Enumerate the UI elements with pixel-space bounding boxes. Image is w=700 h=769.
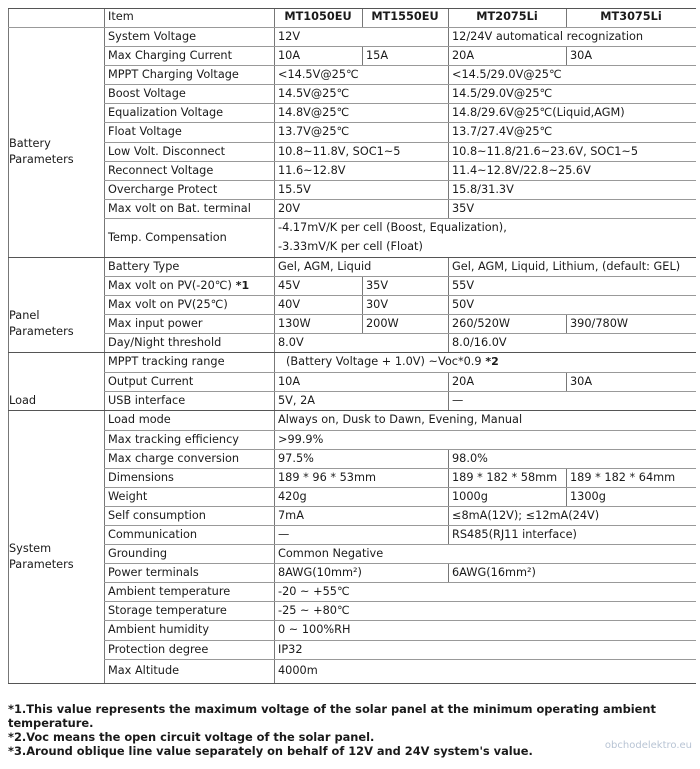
row-line (104, 659, 696, 660)
cell-divider (362, 276, 363, 295)
row-line (104, 525, 696, 526)
cell-divider (448, 295, 449, 314)
footnote-2: *2.Voc means the open circuit voltage of the solar panel. (8, 730, 375, 744)
cell-divider (448, 525, 449, 544)
footnote-marker: *1 (231, 278, 250, 292)
row-line (104, 487, 696, 488)
row-value: <14.5/29.0V@25℃ (452, 67, 562, 81)
row-line (104, 161, 696, 162)
row-value: 30A (570, 48, 593, 62)
row-item-label: Weight (108, 489, 148, 503)
header-divider (448, 8, 449, 27)
row-value: -25 ~ +80℃ (278, 603, 350, 617)
footnote-1: *1.This value represents the maximum voltage of the solar panel at the minimum operating ambient (8, 702, 656, 716)
row-value: <14.5V@25℃ (278, 67, 359, 81)
row-line (104, 544, 696, 545)
row-value: 8.0V (278, 335, 304, 349)
row-item-label: Communication (108, 527, 198, 541)
row-line (104, 142, 696, 143)
row-value: -3.33mV/K per cell (Float) (278, 240, 423, 253)
row-item-label: Temp. Compensation (108, 230, 227, 244)
row-value: 6AWG(16mm²) (452, 565, 536, 579)
row-value: 20A (452, 48, 475, 62)
row-line (104, 372, 696, 373)
row-value: 11.6~12.8V (278, 163, 346, 177)
header-model-2: MT2075Li (476, 10, 538, 23)
cell-divider (566, 46, 567, 65)
row-item-label: Self consumption (108, 508, 206, 522)
row-value: 12/24V automatical recognization (452, 29, 644, 43)
row-line (104, 563, 696, 564)
row-value: 189 * 96 * 53mm (278, 470, 376, 484)
row-value: 98.0% (452, 451, 488, 465)
row-value: RS485(RJ11 interface) (452, 527, 577, 541)
row-value: 11.4~12.8V/22.8~25.6V (452, 163, 591, 177)
cell-divider (448, 563, 449, 582)
footnote-1-cont: temperature. (8, 716, 94, 730)
row-line (104, 276, 696, 277)
row-value: (Battery Voltage + 1.0V) ~Voc*0.9 *2 (286, 355, 499, 368)
cell-divider (448, 65, 449, 84)
row-item-label: MPPT tracking range (108, 355, 225, 368)
row-value: 97.5% (278, 451, 314, 465)
row-line (104, 506, 696, 507)
row-value: 390/780W (570, 316, 629, 330)
row-line (104, 640, 696, 641)
row-item-label: Grounding (108, 546, 168, 560)
cell-divider (448, 506, 449, 525)
row-line (104, 199, 696, 200)
row-item-label: Ambient temperature (108, 584, 231, 598)
watermark: obchodelektro.eu (604, 740, 692, 751)
row-value: 0 ~ 100%RH (278, 623, 351, 636)
row-value: -20 ~ +55℃ (278, 584, 350, 598)
row-line (104, 391, 696, 392)
group-label-2: Load (9, 394, 37, 407)
row-line (104, 46, 696, 47)
row-value: 4000m (278, 664, 318, 677)
row-item-label: Boost Voltage (108, 86, 186, 100)
row-value: 1300g (570, 489, 606, 503)
row-item-label: Dimensions (108, 470, 174, 484)
row-item-label: Float Voltage (108, 125, 182, 138)
row-value: Gel, AGM, Liquid (278, 259, 372, 273)
group-label-1: Panel Parameters (9, 309, 74, 338)
row-item-label: Max Charging Current (108, 48, 233, 62)
row-value: 8AWG(10mm²) (278, 565, 362, 579)
row-item-label: Max input power (108, 316, 203, 330)
row-item-label: Power terminals (108, 565, 199, 579)
cell-divider (566, 372, 567, 391)
row-item-label: USB interface (108, 393, 186, 407)
header-model-1: MT1550EU (371, 10, 439, 23)
cell-divider (448, 84, 449, 103)
row-line (104, 65, 696, 66)
row-line (104, 295, 696, 296)
cell-divider (362, 295, 363, 314)
row-value: Always on, Dusk to Dawn, Evening, Manual (278, 413, 523, 426)
row-item-label: Reconnect Voltage (108, 163, 214, 177)
row-item-label: System Voltage (108, 29, 197, 43)
cell-divider (448, 122, 449, 142)
row-value: 13.7V@25℃ (278, 125, 350, 138)
row-item-label: Equalization Voltage (108, 105, 224, 119)
row-value: 15.5V (278, 182, 311, 196)
row-value: 20V (278, 201, 301, 215)
row-value: — (278, 527, 290, 541)
cell-divider (448, 372, 449, 391)
row-line (104, 601, 696, 602)
row-line (104, 449, 696, 450)
row-item-label: MPPT Charging Voltage (108, 67, 239, 81)
column-line (8, 8, 9, 683)
row-value: 5V, 2A (278, 393, 316, 407)
row-item-label: Max volt on PV(25℃) (108, 297, 228, 311)
row-value: IP32 (278, 642, 303, 656)
row-line (8, 352, 696, 353)
row-value: 8.0/16.0V (452, 335, 507, 349)
row-value: Common Negative (278, 546, 384, 560)
row-item-label: Max volt on Bat. terminal (108, 201, 251, 215)
row-line (8, 8, 696, 9)
row-value: 15.8/31.3V (452, 182, 514, 196)
cell-divider (448, 103, 449, 122)
cell-divider (448, 449, 449, 468)
cell-divider (566, 487, 567, 506)
cell-divider (566, 314, 567, 333)
group-label-3: System Parameters (9, 541, 74, 571)
row-value: ≤8mA(12V); ≤12mA(24V) (452, 508, 600, 522)
row-line (8, 683, 696, 684)
row-item-label: Protection degree (108, 642, 209, 656)
header-divider (362, 8, 363, 27)
cell-divider (448, 391, 449, 410)
row-value: 13.7/27.4V@25℃ (452, 125, 553, 138)
row-value: 15A (366, 48, 389, 62)
row-value: 420g (278, 489, 307, 503)
row-line (104, 430, 696, 431)
row-value: >99.9% (278, 432, 324, 446)
row-item-label: Max Altitude (108, 664, 180, 677)
row-item-label: Max charge conversion (108, 451, 240, 465)
row-value: 50V (452, 297, 475, 311)
row-line (104, 180, 696, 181)
footnotes (8, 702, 656, 758)
row-value: 7mA (278, 508, 304, 522)
cell-divider (362, 46, 363, 65)
header-divider (566, 8, 567, 27)
row-item-label: Max volt on PV(-20℃) *1 (108, 278, 250, 292)
row-line (104, 84, 696, 85)
row-value: 30V (366, 297, 389, 311)
header-model-0: MT1050EU (284, 10, 352, 23)
row-value: 35V (452, 201, 475, 215)
row-value: — (452, 393, 464, 407)
row-value: 10A (278, 48, 301, 62)
row-value: 14.5V@25℃ (278, 86, 350, 100)
row-value: 189 * 182 * 58mm (452, 470, 558, 484)
cell-divider (448, 468, 449, 487)
row-item-label: Output Current (108, 374, 194, 388)
cell-divider (448, 257, 449, 276)
row-item-label: Overcharge Protect (108, 182, 218, 196)
row-line (104, 103, 696, 104)
row-value: 12V (278, 29, 301, 43)
row-value: 14.5/29.0V@25℃ (452, 86, 553, 100)
row-value: 10A (278, 374, 301, 388)
row-value: 14.8/29.6V@25℃(Liquid,AGM) (452, 105, 625, 119)
row-line (104, 333, 696, 334)
row-value: 14.8V@25℃ (278, 105, 350, 119)
row-value: Gel, AGM, Liquid, Lithium, (default: GEL) (452, 259, 681, 273)
row-value: 130W (278, 316, 311, 330)
row-value: 30A (570, 374, 593, 388)
header-item: Item (108, 10, 134, 23)
row-line (8, 27, 696, 28)
row-item-label: Day/Night threshold (108, 335, 222, 349)
row-value: 1000g (452, 489, 488, 503)
cell-divider (448, 276, 449, 295)
cell-divider (448, 333, 449, 352)
row-value: 10.8~11.8V, SOC1~5 (278, 144, 401, 158)
row-line (104, 122, 696, 123)
row-line (104, 468, 696, 469)
row-line (8, 410, 696, 411)
cell-divider (448, 142, 449, 161)
row-value: 200W (366, 316, 399, 330)
row-line (104, 314, 696, 315)
row-value: -4.17mV/K per cell (Boost, Equalization), (278, 221, 507, 234)
header-model-3: MT3075Li (600, 10, 662, 23)
row-value: 260/520W (452, 316, 511, 330)
cell-divider (448, 46, 449, 65)
row-value: 35V (366, 278, 389, 292)
row-value: 10.8~11.8/21.6~23.6V, SOC1~5 (452, 144, 639, 158)
cell-divider (362, 314, 363, 333)
row-line (104, 218, 696, 219)
footnote-3: *3.Around oblique line value separately on behalf of 12V and 24V system's value. (8, 744, 533, 758)
cell-divider (448, 314, 449, 333)
row-value: 55V (452, 278, 475, 292)
row-item-label: Load mode (108, 413, 171, 426)
group-label-0: Battery Parameters (9, 136, 74, 166)
row-item-label: Battery Type (108, 259, 180, 273)
cell-divider (448, 161, 449, 180)
row-item-label: Max tracking efficiency (108, 432, 239, 446)
cell-divider (448, 199, 449, 218)
row-line (8, 257, 696, 258)
row-value: 45V (278, 278, 301, 292)
cell-divider (448, 27, 449, 46)
cell-divider (566, 468, 567, 487)
row-value: 20A (452, 374, 475, 388)
row-value: 40V (278, 297, 301, 311)
row-item-label: Low Volt. Disconnect (108, 144, 226, 158)
row-item-label: Storage temperature (108, 603, 227, 617)
cell-divider (448, 180, 449, 199)
row-line (104, 620, 696, 621)
footnote-marker: *2 (481, 355, 499, 368)
row-value: 189 * 182 * 64mm (570, 470, 676, 484)
row-item-label: Ambient humidity (108, 623, 210, 636)
cell-divider (448, 487, 449, 506)
row-line (104, 582, 696, 583)
